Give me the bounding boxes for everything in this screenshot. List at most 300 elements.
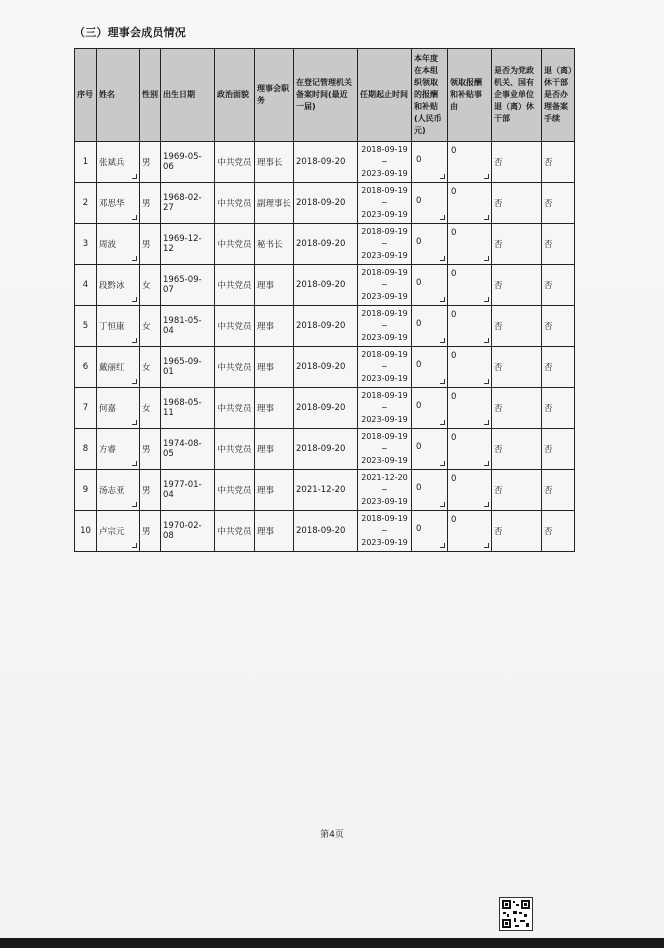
member-politics: 中共党员 xyxy=(217,486,252,496)
member-birth: 1970-02-08 xyxy=(163,521,202,541)
term-separator: ~ xyxy=(381,239,388,248)
pay-value: 0 xyxy=(416,155,422,165)
member-politics: 中共党员 xyxy=(217,322,252,332)
member-position: 秘书长 xyxy=(257,240,283,250)
member-gender: 男 xyxy=(142,486,151,496)
procedure-value: 否 xyxy=(544,486,553,496)
cell-official xyxy=(492,306,542,347)
resize-handle-icon[interactable] xyxy=(132,256,137,261)
reason-value: 0 xyxy=(451,310,457,320)
cell-politics xyxy=(215,183,255,224)
official-value: 否 xyxy=(494,240,503,250)
cell-no xyxy=(75,470,97,511)
term-end: 2023-09-19 xyxy=(361,210,408,219)
cell-position xyxy=(255,470,294,511)
cell-birth xyxy=(161,429,215,470)
procedure-value: 否 xyxy=(544,240,553,250)
cell-pay[interactable] xyxy=(412,183,448,224)
member-name: 邓思华 xyxy=(99,199,125,209)
cell-gender xyxy=(140,183,161,224)
procedure-value: 否 xyxy=(544,322,553,332)
member-birth: 1965-09-07 xyxy=(163,275,202,295)
resize-handle-icon[interactable] xyxy=(132,461,137,466)
resize-handle-icon[interactable] xyxy=(484,461,489,466)
member-filing-date: 2018-09-20 xyxy=(296,403,346,413)
cell-birth xyxy=(161,224,215,265)
cell-pay[interactable] xyxy=(412,224,448,265)
cell-no xyxy=(75,183,97,224)
official-value: 否 xyxy=(494,445,503,455)
cell-position xyxy=(255,347,294,388)
member-birth: 1981-05-04 xyxy=(163,316,202,336)
cell-position xyxy=(255,183,294,224)
pay-value: 0 xyxy=(416,319,422,329)
header-name: 姓名 xyxy=(97,49,140,142)
member-politics: 中共党员 xyxy=(217,404,252,414)
cell-procedure xyxy=(542,429,575,470)
cell-name[interactable] xyxy=(97,388,140,429)
cell-term xyxy=(358,183,412,224)
member-filing-date: 2018-09-20 xyxy=(296,198,346,208)
row-number: 7 xyxy=(82,403,89,413)
cell-gender xyxy=(140,306,161,347)
term-separator: ~ xyxy=(381,485,388,494)
cell-name[interactable] xyxy=(97,265,140,306)
member-birth: 1969-12-12 xyxy=(163,234,202,254)
cell-official xyxy=(492,470,542,511)
cell-reason[interactable] xyxy=(448,224,492,265)
resize-handle-icon[interactable] xyxy=(440,461,445,466)
cell-name[interactable] xyxy=(97,183,140,224)
cell-term xyxy=(358,429,412,470)
cell-official xyxy=(492,183,542,224)
table-header-row xyxy=(75,49,575,142)
resize-handle-icon[interactable] xyxy=(440,543,445,548)
member-position: 理事 xyxy=(257,486,275,496)
term-end: 2023-09-19 xyxy=(361,497,408,506)
cell-gender xyxy=(140,142,161,183)
term-separator: ~ xyxy=(381,321,388,330)
table-row xyxy=(75,142,575,183)
cell-filing xyxy=(294,183,358,224)
member-politics: 中共党员 xyxy=(217,281,252,291)
header-gender: 性别 xyxy=(140,49,161,142)
cell-filing xyxy=(294,347,358,388)
qr-code-icon xyxy=(499,897,533,931)
member-name: 卢宗元 xyxy=(99,527,125,537)
member-politics: 中共党员 xyxy=(217,445,252,455)
resize-handle-icon[interactable] xyxy=(484,256,489,261)
cell-gender xyxy=(140,470,161,511)
member-filing-date: 2018-09-20 xyxy=(296,157,346,167)
member-name: 段黔冰 xyxy=(99,281,125,291)
cell-filing xyxy=(294,470,358,511)
resize-handle-icon[interactable] xyxy=(484,297,489,302)
cell-birth xyxy=(161,306,215,347)
cell-official xyxy=(492,511,542,552)
term-start: 2018-09-19 xyxy=(361,145,408,154)
member-birth: 1968-05-11 xyxy=(163,398,202,418)
cell-term xyxy=(358,265,412,306)
reason-value: 0 xyxy=(451,269,457,279)
cell-position xyxy=(255,142,294,183)
row-number: 4 xyxy=(82,280,89,290)
term-start: 2018-09-19 xyxy=(361,514,408,523)
member-gender: 男 xyxy=(142,240,151,250)
reason-value: 0 xyxy=(451,146,457,156)
header-procedure: 退（离）休干部是否办理备案手续 xyxy=(542,49,575,142)
resize-handle-icon[interactable] xyxy=(132,502,137,507)
cell-procedure xyxy=(542,470,575,511)
cell-pay[interactable] xyxy=(412,429,448,470)
member-name: 方睿 xyxy=(99,445,117,455)
table-row xyxy=(75,347,575,388)
cell-politics xyxy=(215,224,255,265)
cell-no xyxy=(75,224,97,265)
cell-gender xyxy=(140,511,161,552)
resize-handle-icon[interactable] xyxy=(132,174,137,179)
cell-procedure xyxy=(542,265,575,306)
member-filing-date: 2018-09-20 xyxy=(296,239,346,249)
member-filing-date: 2018-09-20 xyxy=(296,280,346,290)
member-filing-date: 2021-12-20 xyxy=(296,485,346,495)
cell-birth xyxy=(161,511,215,552)
member-birth: 1977-01-04 xyxy=(163,480,202,500)
term-end: 2023-09-19 xyxy=(361,374,408,383)
member-position: 理事 xyxy=(257,527,275,537)
cell-official xyxy=(492,142,542,183)
member-birth: 1974-08-05 xyxy=(163,439,202,459)
row-number: 6 xyxy=(82,362,89,372)
term-start: 2018-09-19 xyxy=(361,432,408,441)
cell-reason[interactable] xyxy=(448,429,492,470)
cell-name[interactable] xyxy=(97,429,140,470)
member-gender: 男 xyxy=(142,527,151,537)
term-end: 2023-09-19 xyxy=(361,251,408,260)
cell-reason[interactable] xyxy=(448,265,492,306)
header-no: 序号 xyxy=(75,49,97,142)
board-members-table xyxy=(74,48,575,552)
header-official: 是否为党政机关、国有企事业单位退（离）休干部 xyxy=(492,49,542,142)
member-gender: 男 xyxy=(142,199,151,209)
cell-politics xyxy=(215,429,255,470)
header-politics: 政治面貌 xyxy=(215,49,255,142)
member-name: 张斌兵 xyxy=(99,158,125,168)
member-politics: 中共党员 xyxy=(217,158,252,168)
resize-handle-icon[interactable] xyxy=(484,379,489,384)
resize-handle-icon[interactable] xyxy=(132,215,137,220)
table-row xyxy=(75,183,575,224)
member-birth: 1965-09-01 xyxy=(163,357,202,377)
term-separator: ~ xyxy=(381,403,388,412)
cell-term xyxy=(358,347,412,388)
member-name: 汤志亚 xyxy=(99,486,125,496)
resize-handle-icon[interactable] xyxy=(484,420,489,425)
resize-handle-icon[interactable] xyxy=(440,174,445,179)
term-end: 2023-09-19 xyxy=(361,538,408,547)
procedure-value: 否 xyxy=(544,363,553,373)
official-value: 否 xyxy=(494,158,503,168)
member-gender: 女 xyxy=(142,363,151,373)
resize-handle-icon[interactable] xyxy=(440,297,445,302)
member-position: 副理事长 xyxy=(257,199,292,209)
member-position: 理事长 xyxy=(257,158,283,168)
resize-handle-icon[interactable] xyxy=(440,338,445,343)
resize-handle-icon[interactable] xyxy=(440,379,445,384)
cell-politics xyxy=(215,470,255,511)
pay-value: 0 xyxy=(416,360,422,370)
cell-procedure xyxy=(542,142,575,183)
cell-procedure xyxy=(542,347,575,388)
pay-value: 0 xyxy=(416,483,422,493)
bottom-bar xyxy=(0,938,664,948)
procedure-value: 否 xyxy=(544,527,553,537)
table-row xyxy=(75,306,575,347)
cell-no xyxy=(75,306,97,347)
cell-filing xyxy=(294,306,358,347)
procedure-value: 否 xyxy=(544,445,553,455)
member-birth: 1969-05-06 xyxy=(163,152,202,172)
cell-gender xyxy=(140,265,161,306)
term-start: 2018-09-19 xyxy=(361,227,408,236)
cell-pay[interactable] xyxy=(412,347,448,388)
cell-filing xyxy=(294,224,358,265)
cell-reason[interactable] xyxy=(448,388,492,429)
procedure-value: 否 xyxy=(544,404,553,414)
cell-name[interactable] xyxy=(97,142,140,183)
term-separator: ~ xyxy=(381,526,388,535)
pay-value: 0 xyxy=(416,278,422,288)
term-start: 2018-09-19 xyxy=(361,391,408,400)
member-filing-date: 2018-09-20 xyxy=(296,444,346,454)
reason-value: 0 xyxy=(451,433,457,443)
term-start: 2018-09-19 xyxy=(361,309,408,318)
cell-position xyxy=(255,224,294,265)
member-gender: 女 xyxy=(142,404,151,414)
cell-no xyxy=(75,142,97,183)
cell-gender xyxy=(140,388,161,429)
row-number: 1 xyxy=(82,157,89,167)
pay-value: 0 xyxy=(416,237,422,247)
cell-politics xyxy=(215,347,255,388)
page-number: 第4页 xyxy=(320,830,344,840)
member-gender: 女 xyxy=(142,322,151,332)
cell-gender xyxy=(140,224,161,265)
resize-handle-icon[interactable] xyxy=(440,420,445,425)
header-pay: 本年度在本组织领取的报酬和补贴(人民币元) xyxy=(412,49,448,142)
cell-filing xyxy=(294,388,358,429)
member-filing-date: 2018-09-20 xyxy=(296,526,346,536)
header-term: 任期起止时间 xyxy=(358,49,412,142)
cell-term xyxy=(358,142,412,183)
member-gender: 男 xyxy=(142,445,151,455)
cell-official xyxy=(492,347,542,388)
cell-procedure xyxy=(542,388,575,429)
term-start: 2018-09-19 xyxy=(361,186,408,195)
pay-value: 0 xyxy=(416,442,422,452)
member-name: 丁恒康 xyxy=(99,322,125,332)
member-gender: 男 xyxy=(142,158,151,168)
table-row xyxy=(75,265,575,306)
term-start: 2021-12-20 xyxy=(361,473,408,482)
cell-position xyxy=(255,429,294,470)
row-number: 8 xyxy=(82,444,89,454)
cell-birth xyxy=(161,388,215,429)
resize-handle-icon[interactable] xyxy=(440,256,445,261)
cell-birth xyxy=(161,142,215,183)
reason-value: 0 xyxy=(451,187,457,197)
member-position: 理事 xyxy=(257,363,275,373)
cell-pay[interactable] xyxy=(412,388,448,429)
table-row xyxy=(75,511,575,552)
resize-handle-icon[interactable] xyxy=(484,543,489,548)
resize-handle-icon[interactable] xyxy=(484,215,489,220)
member-politics: 中共党员 xyxy=(217,240,252,250)
cell-filing xyxy=(294,511,358,552)
official-value: 否 xyxy=(494,199,503,209)
term-separator: ~ xyxy=(381,280,388,289)
table-row xyxy=(75,224,575,265)
official-value: 否 xyxy=(494,404,503,414)
cell-position xyxy=(255,265,294,306)
term-end: 2023-09-19 xyxy=(361,415,408,424)
term-end: 2023-09-19 xyxy=(361,292,408,301)
row-number: 9 xyxy=(82,485,89,495)
term-end: 2023-09-19 xyxy=(361,333,408,342)
member-name: 何嘉 xyxy=(99,404,117,414)
member-politics: 中共党员 xyxy=(217,363,252,373)
cell-gender xyxy=(140,347,161,388)
term-end: 2023-09-19 xyxy=(361,456,408,465)
cell-pay[interactable] xyxy=(412,511,448,552)
official-value: 否 xyxy=(494,281,503,291)
term-end: 2023-09-19 xyxy=(361,169,408,178)
cell-official xyxy=(492,388,542,429)
header-position: 理事会职务 xyxy=(255,49,294,142)
cell-reason[interactable] xyxy=(448,511,492,552)
cell-no xyxy=(75,265,97,306)
member-birth: 1968-02-27 xyxy=(163,193,202,213)
row-number: 5 xyxy=(82,321,89,331)
official-value: 否 xyxy=(494,527,503,537)
table-row xyxy=(75,388,575,429)
cell-name[interactable] xyxy=(97,306,140,347)
cell-gender xyxy=(140,429,161,470)
resize-handle-icon[interactable] xyxy=(132,543,137,548)
resize-handle-icon[interactable] xyxy=(484,338,489,343)
cell-no xyxy=(75,511,97,552)
cell-name[interactable] xyxy=(97,511,140,552)
table-row xyxy=(75,470,575,511)
cell-official xyxy=(492,224,542,265)
resize-handle-icon[interactable] xyxy=(440,215,445,220)
cell-filing xyxy=(294,265,358,306)
term-separator: ~ xyxy=(381,444,388,453)
cell-reason[interactable] xyxy=(448,470,492,511)
resize-handle-icon[interactable] xyxy=(484,174,489,179)
cell-pay[interactable] xyxy=(412,265,448,306)
reason-value: 0 xyxy=(451,392,457,402)
header-reason: 领取报酬和补贴事由 xyxy=(448,49,492,142)
official-value: 否 xyxy=(494,363,503,373)
cell-pay[interactable] xyxy=(412,306,448,347)
cell-politics xyxy=(215,265,255,306)
cell-term xyxy=(358,306,412,347)
procedure-value: 否 xyxy=(544,281,553,291)
cell-position xyxy=(255,511,294,552)
table-row xyxy=(75,429,575,470)
reason-value: 0 xyxy=(451,474,457,484)
cell-term xyxy=(358,224,412,265)
row-number: 3 xyxy=(82,239,89,249)
member-filing-date: 2018-09-20 xyxy=(296,321,346,331)
resize-handle-icon[interactable] xyxy=(484,502,489,507)
cell-procedure xyxy=(542,183,575,224)
member-position: 理事 xyxy=(257,322,275,332)
procedure-value: 否 xyxy=(544,199,553,209)
header-birth: 出生日期 xyxy=(161,49,215,142)
member-position: 理事 xyxy=(257,404,275,414)
cell-procedure xyxy=(542,224,575,265)
cell-procedure xyxy=(542,306,575,347)
member-position: 理事 xyxy=(257,445,275,455)
cell-position xyxy=(255,306,294,347)
cell-politics xyxy=(215,388,255,429)
resize-handle-icon[interactable] xyxy=(132,297,137,302)
resize-handle-icon[interactable] xyxy=(132,338,137,343)
member-politics: 中共党员 xyxy=(217,199,252,209)
cell-reason[interactable] xyxy=(448,183,492,224)
reason-value: 0 xyxy=(451,515,457,525)
cell-term xyxy=(358,511,412,552)
pay-value: 0 xyxy=(416,524,422,534)
resize-handle-icon[interactable] xyxy=(440,502,445,507)
section-title: （三）理事会成员情况 xyxy=(74,26,186,39)
cell-politics xyxy=(215,511,255,552)
cell-birth xyxy=(161,265,215,306)
cell-name[interactable] xyxy=(97,224,140,265)
cell-reason[interactable] xyxy=(448,347,492,388)
member-position: 理事 xyxy=(257,281,275,291)
header-filing: 在登记管理机关备案时间(最近一届) xyxy=(294,49,358,142)
cell-term xyxy=(358,388,412,429)
row-number: 10 xyxy=(80,526,91,536)
member-filing-date: 2018-09-20 xyxy=(296,362,346,372)
cell-pay[interactable] xyxy=(412,142,448,183)
cell-position xyxy=(255,388,294,429)
term-separator: ~ xyxy=(381,157,388,166)
term-start: 2018-09-19 xyxy=(361,350,408,359)
official-value: 否 xyxy=(494,486,503,496)
official-value: 否 xyxy=(494,322,503,332)
cell-birth xyxy=(161,470,215,511)
cell-term xyxy=(358,470,412,511)
member-name: 周波 xyxy=(99,240,117,250)
cell-pay[interactable] xyxy=(412,470,448,511)
cell-reason[interactable] xyxy=(448,306,492,347)
cell-name[interactable] xyxy=(97,347,140,388)
resize-handle-icon[interactable] xyxy=(132,420,137,425)
pay-value: 0 xyxy=(416,401,422,411)
term-start: 2018-09-19 xyxy=(361,268,408,277)
resize-handle-icon[interactable] xyxy=(132,379,137,384)
cell-name[interactable] xyxy=(97,470,140,511)
cell-filing xyxy=(294,142,358,183)
cell-reason[interactable] xyxy=(448,142,492,183)
term-separator: ~ xyxy=(381,362,388,371)
member-name: 戴丽红 xyxy=(99,363,125,373)
cell-birth xyxy=(161,347,215,388)
